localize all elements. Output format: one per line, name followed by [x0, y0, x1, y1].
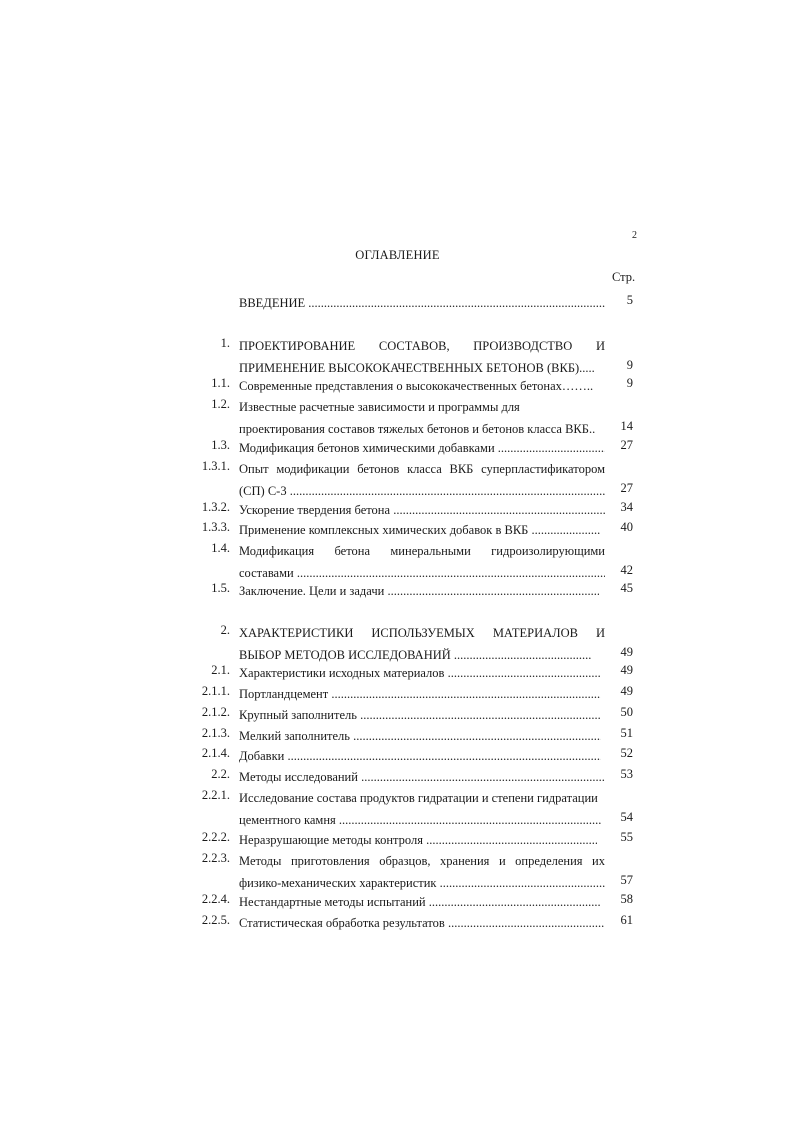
toc-entry-text [239, 788, 605, 831]
toc-entry-page: 57 [620, 872, 633, 887]
toc-entry-text [239, 892, 605, 914]
toc-entry-number: 1.3.1. [201, 459, 230, 473]
toc-entry-line: Добавки ..... [239, 746, 601, 768]
toc-entry-line: Методы исследований ..... [239, 767, 605, 789]
toc-entry-page: 49 [620, 663, 633, 677]
toc-entry-line: проектирования составов тяжелых бетонов и бетонов класса ВКБ.. [239, 421, 596, 436]
toc-entry-number: 2.1.3. [201, 726, 230, 740]
toc-entry-line: ХАРАКТЕРИСТИКИ ИСПОЛЬЗУЕМЫХ МАТЕРИАЛОВ И [239, 626, 605, 640]
toc-entry-number: 1.5. [211, 581, 230, 595]
toc-entry-page: 50 [620, 705, 633, 719]
toc-entry-text [239, 851, 605, 894]
toc-entry-number: 2.2.3. [201, 851, 230, 865]
toc-entry-text [239, 376, 605, 398]
toc-entry-line: Опыт модификации бетонов класса ВКБ суперпластификатором [239, 462, 605, 476]
toc-entry-text [239, 520, 605, 542]
toc-entry-number: 1.3.2. [201, 500, 230, 514]
toc-entry-number: 2.1.4. [201, 746, 230, 760]
toc-entry-page: 42 [620, 562, 633, 577]
toc-entry-number: 2.2.4. [201, 892, 230, 906]
toc-entry-number: 2.2. [211, 767, 230, 781]
toc-title: ОГЛАВЛЕНИЕ [355, 248, 440, 262]
toc-entry-page: 53 [620, 767, 633, 781]
toc-entry-number: 2.2.2. [201, 830, 230, 844]
toc-entry-line: Неразрушающие методы контроля ..... [239, 830, 597, 852]
toc-entry-text [239, 913, 605, 935]
toc-entry-line: Портландцемент ..... [239, 684, 601, 706]
toc-entry-page: 51 [620, 726, 633, 740]
toc-entry-line: физико-механических характеристик ..... [239, 873, 605, 895]
toc-entry-page: 5 [626, 293, 633, 307]
toc-entry-page: 14 [620, 418, 633, 433]
toc-entry-line: Методы приготовления образцов, хранения и определения их [239, 854, 605, 868]
page-column-label: Стр. [612, 270, 636, 284]
toc-entry-number: 2.1.2. [201, 705, 230, 719]
toc-entry-line: Мелкий заполнитель ..... [239, 726, 601, 748]
toc-entry-line: ПРИМЕНЕНИЕ ВЫСОКОКАЧЕСТВЕННЫХ БЕТОНОВ (ВКБ)..... [239, 360, 595, 375]
toc-entry-line: Заключение. Цели и задачи ..... [239, 581, 599, 603]
toc-entry-line: Известные расчетные зависимости и программы для [239, 400, 520, 414]
toc-entry-number: 1.4. [211, 541, 230, 555]
toc-entry-text [239, 767, 605, 789]
toc-entry-text [239, 705, 605, 727]
toc-entry-line: Ускорение твердения бетона ..... [239, 500, 605, 522]
toc-entry-text [239, 830, 605, 852]
toc-entry-line: Модификация бетона минеральными гидроизолирующими [239, 544, 605, 558]
toc-entry-line: ПРОЕКТИРОВАНИЕ СОСТАВОВ, ПРОИЗВОДСТВО И [239, 339, 605, 353]
toc-entry-page: 55 [620, 830, 633, 844]
toc-entry-line: Характеристики исходных материалов ..... [239, 663, 601, 685]
toc-entry-line: ВВЕДЕНИЕ ..... [239, 293, 605, 315]
toc-entry-number: 1.1. [211, 376, 230, 390]
toc-entry-page: 61 [620, 913, 633, 927]
toc-entry-line: цементного камня ..... [239, 810, 601, 832]
toc-entry-page: 52 [620, 746, 633, 760]
toc-entry-text [239, 663, 605, 685]
toc-entry-page: 54 [620, 809, 633, 824]
toc-entry-text [239, 397, 605, 440]
toc-entry-page: 27 [620, 480, 633, 495]
toc-entry-number: 2.2.1. [201, 788, 230, 802]
toc-entry-text [239, 293, 605, 315]
toc-entry-page: 9 [626, 357, 633, 372]
toc-entry-number: 1. [220, 336, 230, 350]
toc-entry-number: 2.2.5. [201, 913, 230, 927]
toc-entry-text [239, 541, 605, 584]
toc-entry-page: 49 [620, 684, 633, 698]
toc-entry-text [239, 581, 605, 603]
toc-entry-page: 49 [620, 644, 633, 659]
toc-entry-page: 58 [620, 892, 633, 906]
toc-entry-number: 2.1.1. [201, 684, 230, 698]
toc-entry-number: 1.3.3. [201, 520, 230, 534]
toc-entry-line: Современные представления о высококачественных бетонах…….. [239, 379, 594, 393]
toc-entry-text [239, 726, 605, 748]
toc-entry-line: (СП) С-3 ..... [239, 481, 605, 503]
toc-entry-line: Модификация бетонов химическими добавками ..... [239, 438, 605, 460]
toc-entry-page: 45 [620, 581, 633, 595]
toc-entry-text [239, 684, 605, 706]
toc-entry-number: 2. [220, 623, 230, 637]
toc-entry-line: Нестандартные методы испытаний ..... [239, 892, 601, 914]
toc-entry-line: составами ..... [239, 563, 605, 585]
toc-entry-number: 2.1. [211, 663, 230, 677]
toc-entry-page: 9 [626, 376, 633, 390]
toc-entry-text [239, 623, 605, 666]
toc-entry-text [239, 746, 605, 768]
toc-entry-line: Исследование состава продуктов гидратации и степени гидратации [239, 791, 598, 805]
toc-entry-number: 1.3. [211, 438, 230, 452]
toc-entry-line: ВЫБОР МЕТОДОВ ИССЛЕДОВАНИЙ ..... [239, 645, 591, 667]
toc-entry-line: Применение комплексных химических добавок в ВКБ ..... [239, 520, 601, 542]
toc-entry-page: 27 [620, 438, 633, 452]
toc-entry-page: 34 [620, 500, 633, 514]
toc-entry-text [239, 500, 605, 522]
toc-entry-text [239, 459, 605, 502]
toc-entry-text [239, 438, 605, 460]
toc-entry-page: 40 [620, 520, 633, 534]
toc-entry-line: Статистическая обработка результатов ..... [239, 913, 605, 935]
page-number: 2 [632, 230, 637, 241]
toc-entry-text [239, 336, 605, 379]
toc-entry-number: 1.2. [211, 397, 230, 411]
toc-entry-line: Крупный заполнитель ..... [239, 705, 601, 727]
